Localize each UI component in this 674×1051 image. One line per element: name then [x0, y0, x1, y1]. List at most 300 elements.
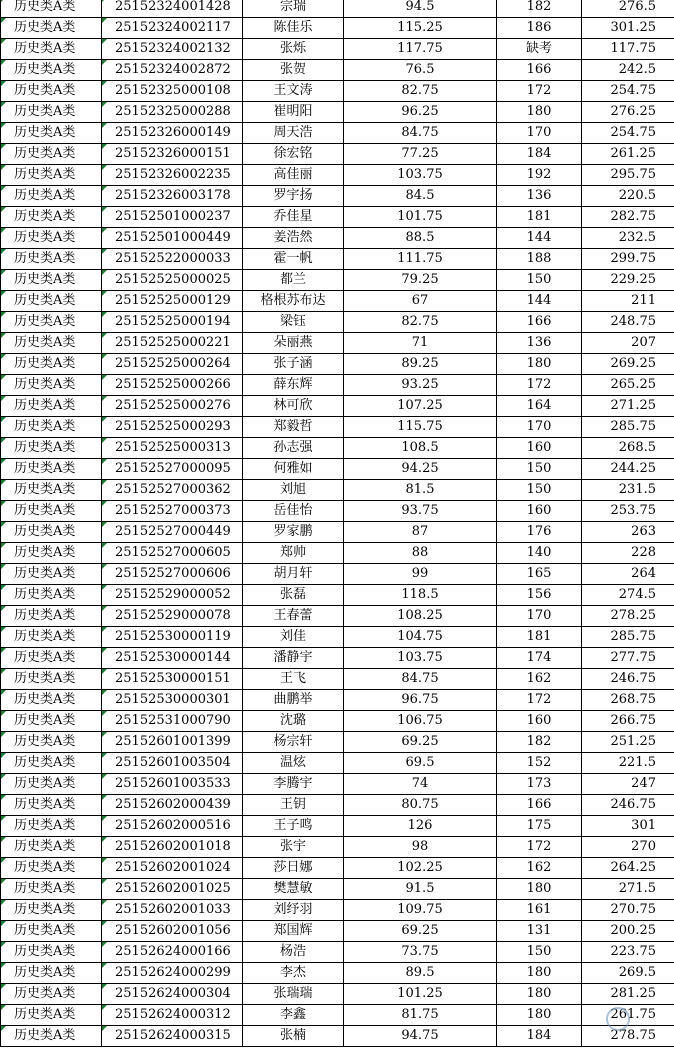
category-cell[interactable]: 历史类A类: [1, 543, 102, 564]
name-cell[interactable]: 杨宗轩: [243, 732, 344, 753]
category-cell[interactable]: 历史类A类: [1, 144, 102, 165]
name-cell[interactable]: 温炫: [243, 753, 344, 774]
name-cell[interactable]: 梁钰: [243, 312, 344, 333]
score-cell[interactable]: 67: [344, 291, 497, 312]
skill-score-cell[interactable]: 152: [497, 753, 582, 774]
category-cell[interactable]: 历史类A类: [1, 837, 102, 858]
score-cell[interactable]: 126: [344, 816, 497, 837]
score-cell[interactable]: 74: [344, 774, 497, 795]
total-cell[interactable]: 248.75: [582, 312, 674, 333]
score-cell[interactable]: 108.5: [344, 438, 497, 459]
name-cell[interactable]: 岳佳怡: [243, 501, 344, 522]
total-cell[interactable]: 264: [582, 564, 674, 585]
skill-score-cell[interactable]: 162: [497, 858, 582, 879]
skill-score-cell[interactable]: 180: [497, 963, 582, 984]
total-cell[interactable]: 244.25: [582, 459, 674, 480]
skill-score-cell[interactable]: 131: [497, 921, 582, 942]
exam-id-cell[interactable]: 25152326003178: [102, 186, 243, 207]
name-cell[interactable]: 杨浩: [243, 942, 344, 963]
exam-id-cell[interactable]: 25152601001399: [102, 732, 243, 753]
score-cell[interactable]: 108.25: [344, 606, 497, 627]
category-cell[interactable]: 历史类A类: [1, 291, 102, 312]
skill-score-cell[interactable]: 184: [497, 144, 582, 165]
category-cell[interactable]: 历史类A类: [1, 333, 102, 354]
category-cell[interactable]: 历史类A类: [1, 648, 102, 669]
category-cell[interactable]: 历史类A类: [1, 879, 102, 900]
skill-score-cell[interactable]: 181: [497, 207, 582, 228]
score-cell[interactable]: 84.75: [344, 669, 497, 690]
skill-score-cell[interactable]: 172: [497, 690, 582, 711]
name-cell[interactable]: 高佳丽: [243, 165, 344, 186]
score-cell[interactable]: 103.75: [344, 165, 497, 186]
score-cell[interactable]: 89.25: [344, 354, 497, 375]
score-cell[interactable]: 96.75: [344, 690, 497, 711]
category-cell[interactable]: 历史类A类: [1, 1005, 102, 1026]
category-cell[interactable]: 历史类A类: [1, 627, 102, 648]
exam-id-cell[interactable]: 25152525000025: [102, 270, 243, 291]
skill-score-cell[interactable]: 164: [497, 396, 582, 417]
exam-id-cell[interactable]: 25152324002132: [102, 39, 243, 60]
category-cell[interactable]: 历史类A类: [1, 984, 102, 1005]
exam-id-cell[interactable]: 25152530000301: [102, 690, 243, 711]
score-cell[interactable]: 101.75: [344, 207, 497, 228]
exam-id-cell[interactable]: 25152325000288: [102, 102, 243, 123]
score-cell[interactable]: 76.5: [344, 60, 497, 81]
total-cell[interactable]: 232.5: [582, 228, 674, 249]
skill-score-cell[interactable]: 182: [497, 732, 582, 753]
skill-score-cell[interactable]: 172: [497, 837, 582, 858]
name-cell[interactable]: 罗宇扬: [243, 186, 344, 207]
total-cell[interactable]: 271.25: [582, 396, 674, 417]
name-cell[interactable]: 罗家鹏: [243, 522, 344, 543]
total-cell[interactable]: 223.75: [582, 942, 674, 963]
score-cell[interactable]: 104.75: [344, 627, 497, 648]
name-cell[interactable]: 张贺: [243, 60, 344, 81]
exam-id-cell[interactable]: 25152525000313: [102, 438, 243, 459]
skill-score-cell[interactable]: 166: [497, 795, 582, 816]
total-cell[interactable]: 254.75: [582, 81, 674, 102]
exam-id-cell[interactable]: 25152522000033: [102, 249, 243, 270]
name-cell[interactable]: 霍一帆: [243, 249, 344, 270]
category-cell[interactable]: 历史类A类: [1, 606, 102, 627]
category-cell[interactable]: 历史类A类: [1, 858, 102, 879]
name-cell[interactable]: 王春蕾: [243, 606, 344, 627]
exam-id-cell[interactable]: 25152527000373: [102, 501, 243, 522]
category-cell[interactable]: 历史类A类: [1, 942, 102, 963]
name-cell[interactable]: 李鑫: [243, 1005, 344, 1026]
score-cell[interactable]: 102.25: [344, 858, 497, 879]
score-cell[interactable]: 82.75: [344, 312, 497, 333]
name-cell[interactable]: 都兰: [243, 270, 344, 291]
total-cell[interactable]: 117.75: [582, 39, 674, 60]
skill-score-cell[interactable]: 186: [497, 18, 582, 39]
total-cell[interactable]: 299.75: [582, 249, 674, 270]
name-cell[interactable]: 刘佳: [243, 627, 344, 648]
skill-score-cell[interactable]: 161: [497, 900, 582, 921]
skill-score-cell[interactable]: 175: [497, 816, 582, 837]
category-cell[interactable]: 历史类A类: [1, 270, 102, 291]
score-cell[interactable]: 73.75: [344, 942, 497, 963]
total-cell[interactable]: 268.5: [582, 438, 674, 459]
score-cell[interactable]: 118.5: [344, 585, 497, 606]
name-cell[interactable]: 张瑞瑞: [243, 984, 344, 1005]
name-cell[interactable]: 莎日娜: [243, 858, 344, 879]
skill-score-cell[interactable]: 180: [497, 879, 582, 900]
skill-score-cell[interactable]: 156: [497, 585, 582, 606]
score-cell[interactable]: 115.75: [344, 417, 497, 438]
score-cell[interactable]: 91.5: [344, 879, 497, 900]
name-cell[interactable]: 张宇: [243, 837, 344, 858]
score-cell[interactable]: 117.75: [344, 39, 497, 60]
exam-id-cell[interactable]: 25152530000119: [102, 627, 243, 648]
category-cell[interactable]: 历史类A类: [1, 963, 102, 984]
total-cell[interactable]: 207: [582, 333, 674, 354]
total-cell[interactable]: 264.25: [582, 858, 674, 879]
skill-score-cell[interactable]: 150: [497, 480, 582, 501]
score-cell[interactable]: 69.25: [344, 732, 497, 753]
score-cell[interactable]: 94.5: [344, 0, 497, 18]
category-cell[interactable]: 历史类A类: [1, 165, 102, 186]
skill-score-cell[interactable]: 165: [497, 564, 582, 585]
score-cell[interactable]: 99: [344, 564, 497, 585]
name-cell[interactable]: 格根苏布达: [243, 291, 344, 312]
score-cell[interactable]: 87: [344, 522, 497, 543]
skill-score-cell[interactable]: 170: [497, 417, 582, 438]
name-cell[interactable]: 沈璐: [243, 711, 344, 732]
total-cell[interactable]: 246.75: [582, 669, 674, 690]
total-cell[interactable]: 301.25: [582, 18, 674, 39]
total-cell[interactable]: 242.5: [582, 60, 674, 81]
category-cell[interactable]: 历史类A类: [1, 564, 102, 585]
score-cell[interactable]: 94.25: [344, 459, 497, 480]
total-cell[interactable]: 276.25: [582, 102, 674, 123]
category-cell[interactable]: 历史类A类: [1, 501, 102, 522]
exam-id-cell[interactable]: 25152527000362: [102, 480, 243, 501]
category-cell[interactable]: 历史类A类: [1, 711, 102, 732]
score-cell[interactable]: 107.25: [344, 396, 497, 417]
category-cell[interactable]: 历史类A类: [1, 396, 102, 417]
category-cell[interactable]: 历史类A类: [1, 1026, 102, 1047]
skill-score-cell[interactable]: 150: [497, 942, 582, 963]
skill-score-cell[interactable]: 144: [497, 228, 582, 249]
exam-id-cell[interactable]: 25152525000266: [102, 375, 243, 396]
total-cell[interactable]: 269.25: [582, 354, 674, 375]
name-cell[interactable]: 何雅如: [243, 459, 344, 480]
category-cell[interactable]: 历史类A类: [1, 522, 102, 543]
exam-id-cell[interactable]: 25152525000129: [102, 291, 243, 312]
skill-score-cell[interactable]: 166: [497, 60, 582, 81]
name-cell[interactable]: 胡月轩: [243, 564, 344, 585]
name-cell[interactable]: 崔明阳: [243, 102, 344, 123]
skill-score-cell[interactable]: 172: [497, 375, 582, 396]
category-cell[interactable]: 历史类A类: [1, 753, 102, 774]
score-cell[interactable]: 88: [344, 543, 497, 564]
exam-id-cell[interactable]: 25152602001025: [102, 879, 243, 900]
category-cell[interactable]: 历史类A类: [1, 585, 102, 606]
skill-score-cell[interactable]: 180: [497, 1005, 582, 1026]
exam-id-cell[interactable]: 25152602001033: [102, 900, 243, 921]
score-cell[interactable]: 84.5: [344, 186, 497, 207]
score-cell[interactable]: 94.75: [344, 1026, 497, 1047]
name-cell[interactable]: 曲鹏举: [243, 690, 344, 711]
total-cell[interactable]: 278.25: [582, 606, 674, 627]
category-cell[interactable]: 历史类A类: [1, 774, 102, 795]
total-cell[interactable]: 263: [582, 522, 674, 543]
skill-score-cell[interactable]: 173: [497, 774, 582, 795]
total-cell[interactable]: 274.5: [582, 585, 674, 606]
category-cell[interactable]: 历史类A类: [1, 417, 102, 438]
skill-score-cell[interactable]: 180: [497, 354, 582, 375]
score-cell[interactable]: 84.75: [344, 123, 497, 144]
skill-score-cell[interactable]: 140: [497, 543, 582, 564]
skill-score-cell[interactable]: 166: [497, 312, 582, 333]
exam-id-cell[interactable]: 25152326000151: [102, 144, 243, 165]
total-cell[interactable]: 228: [582, 543, 674, 564]
score-cell[interactable]: 69.25: [344, 921, 497, 942]
total-cell[interactable]: 247: [582, 774, 674, 795]
exam-id-cell[interactable]: 25152624000304: [102, 984, 243, 1005]
category-cell[interactable]: 历史类A类: [1, 354, 102, 375]
total-cell[interactable]: 278.75: [582, 1026, 674, 1047]
total-cell[interactable]: 231.5: [582, 480, 674, 501]
name-cell[interactable]: 刘纾羽: [243, 900, 344, 921]
skill-score-cell[interactable]: 188: [497, 249, 582, 270]
exam-id-cell[interactable]: 25152527000606: [102, 564, 243, 585]
skill-score-cell[interactable]: 174: [497, 648, 582, 669]
total-cell[interactable]: 301: [582, 816, 674, 837]
name-cell[interactable]: 朵丽燕: [243, 333, 344, 354]
score-cell[interactable]: 98: [344, 837, 497, 858]
name-cell[interactable]: 郑帅: [243, 543, 344, 564]
exam-id-cell[interactable]: 25152624000166: [102, 942, 243, 963]
total-cell[interactable]: 295.75: [582, 165, 674, 186]
skill-score-cell[interactable]: 170: [497, 123, 582, 144]
exam-id-cell[interactable]: 25152324002872: [102, 60, 243, 81]
score-cell[interactable]: 93.25: [344, 375, 497, 396]
skill-score-cell[interactable]: 170: [497, 606, 582, 627]
category-cell[interactable]: 历史类A类: [1, 39, 102, 60]
exam-id-cell[interactable]: 25152325000108: [102, 81, 243, 102]
total-cell[interactable]: 254.75: [582, 123, 674, 144]
skill-score-cell[interactable]: 160: [497, 501, 582, 522]
category-cell[interactable]: 历史类A类: [1, 312, 102, 333]
exam-id-cell[interactable]: 25152525000293: [102, 417, 243, 438]
name-cell[interactable]: 潘静宇: [243, 648, 344, 669]
name-cell[interactable]: 孙志强: [243, 438, 344, 459]
name-cell[interactable]: 王钥: [243, 795, 344, 816]
total-cell[interactable]: 277.75: [582, 648, 674, 669]
name-cell[interactable]: 张磊: [243, 585, 344, 606]
exam-id-cell[interactable]: 25152326002235: [102, 165, 243, 186]
score-cell[interactable]: 79.25: [344, 270, 497, 291]
skill-score-cell[interactable]: 136: [497, 186, 582, 207]
skill-score-cell[interactable]: 144: [497, 291, 582, 312]
total-cell[interactable]: 220.5: [582, 186, 674, 207]
exam-id-cell[interactable]: 25152324001428: [102, 0, 243, 18]
exam-id-cell[interactable]: 25152501000449: [102, 228, 243, 249]
name-cell[interactable]: 陈佳乐: [243, 18, 344, 39]
skill-score-cell[interactable]: 160: [497, 711, 582, 732]
category-cell[interactable]: 历史类A类: [1, 795, 102, 816]
category-cell[interactable]: 历史类A类: [1, 18, 102, 39]
exam-id-cell[interactable]: 25152602000516: [102, 816, 243, 837]
total-cell[interactable]: 265.25: [582, 375, 674, 396]
name-cell[interactable]: 樊慧敏: [243, 879, 344, 900]
name-cell[interactable]: 乔佳星: [243, 207, 344, 228]
name-cell[interactable]: 王飞: [243, 669, 344, 690]
exam-id-cell[interactable]: 25152525000276: [102, 396, 243, 417]
category-cell[interactable]: 历史类A类: [1, 732, 102, 753]
name-cell[interactable]: 周天浩: [243, 123, 344, 144]
name-cell[interactable]: 李腾宇: [243, 774, 344, 795]
total-cell[interactable]: 211: [582, 291, 674, 312]
exam-id-cell[interactable]: 25152525000194: [102, 312, 243, 333]
name-cell[interactable]: 林可欣: [243, 396, 344, 417]
skill-score-cell[interactable]: 150: [497, 270, 582, 291]
skill-score-cell[interactable]: 180: [497, 102, 582, 123]
name-cell[interactable]: 张子涵: [243, 354, 344, 375]
exam-id-cell[interactable]: 25152624000312: [102, 1005, 243, 1026]
score-cell[interactable]: 69.5: [344, 753, 497, 774]
exam-id-cell[interactable]: 25152326000149: [102, 123, 243, 144]
exam-id-cell[interactable]: 25152602001024: [102, 858, 243, 879]
total-cell[interactable]: 270: [582, 837, 674, 858]
score-cell[interactable]: 81.5: [344, 480, 497, 501]
total-cell[interactable]: 285.75: [582, 627, 674, 648]
score-cell[interactable]: 80.75: [344, 795, 497, 816]
total-cell[interactable]: 246.75: [582, 795, 674, 816]
total-cell[interactable]: 270.75: [582, 900, 674, 921]
name-cell[interactable]: 郑毅哲: [243, 417, 344, 438]
category-cell[interactable]: 历史类A类: [1, 186, 102, 207]
total-cell[interactable]: 271.5: [582, 879, 674, 900]
skill-score-cell[interactable]: 172: [497, 81, 582, 102]
category-cell[interactable]: 历史类A类: [1, 249, 102, 270]
category-cell[interactable]: 历史类A类: [1, 375, 102, 396]
score-cell[interactable]: 82.75: [344, 81, 497, 102]
exam-id-cell[interactable]: 25152529000078: [102, 606, 243, 627]
exam-id-cell[interactable]: 25152525000221: [102, 333, 243, 354]
exam-id-cell[interactable]: 25152530000144: [102, 648, 243, 669]
total-cell[interactable]: 229.25: [582, 270, 674, 291]
skill-score-cell[interactable]: 180: [497, 984, 582, 1005]
category-cell[interactable]: 历史类A类: [1, 81, 102, 102]
category-cell[interactable]: 历史类A类: [1, 459, 102, 480]
category-cell[interactable]: 历史类A类: [1, 102, 102, 123]
total-cell[interactable]: 261.25: [582, 144, 674, 165]
skill-score-cell[interactable]: 184: [497, 1026, 582, 1047]
exam-id-cell[interactable]: 25152602001018: [102, 837, 243, 858]
category-cell[interactable]: 历史类A类: [1, 690, 102, 711]
name-cell[interactable]: 薛东辉: [243, 375, 344, 396]
category-cell[interactable]: 历史类A类: [1, 900, 102, 921]
score-cell[interactable]: 96.25: [344, 102, 497, 123]
exam-id-cell[interactable]: 25152501000237: [102, 207, 243, 228]
category-cell[interactable]: 历史类A类: [1, 816, 102, 837]
exam-id-cell[interactable]: 25152324002117: [102, 18, 243, 39]
name-cell[interactable]: 宗瑞: [243, 0, 344, 18]
score-cell[interactable]: 115.25: [344, 18, 497, 39]
exam-id-cell[interactable]: 25152527000095: [102, 459, 243, 480]
name-cell[interactable]: 张楠: [243, 1026, 344, 1047]
name-cell[interactable]: 徐宏铭: [243, 144, 344, 165]
total-cell[interactable]: 285.75: [582, 417, 674, 438]
exam-id-cell[interactable]: 25152602000439: [102, 795, 243, 816]
category-cell[interactable]: 历史类A类: [1, 480, 102, 501]
category-cell[interactable]: 历史类A类: [1, 228, 102, 249]
exam-id-cell[interactable]: 25152527000605: [102, 543, 243, 564]
score-cell[interactable]: 93.75: [344, 501, 497, 522]
name-cell[interactable]: 张烁: [243, 39, 344, 60]
total-cell[interactable]: 200.25: [582, 921, 674, 942]
skill-score-cell[interactable]: 160: [497, 438, 582, 459]
category-cell[interactable]: 历史类A类: [1, 438, 102, 459]
total-cell[interactable]: 266.75: [582, 711, 674, 732]
score-cell[interactable]: 81.75: [344, 1005, 497, 1026]
category-cell[interactable]: 历史类A类: [1, 123, 102, 144]
total-cell[interactable]: 261.75: [582, 1005, 674, 1026]
category-cell[interactable]: 历史类A类: [1, 0, 102, 18]
skill-score-cell[interactable]: 176: [497, 522, 582, 543]
score-cell[interactable]: 109.75: [344, 900, 497, 921]
exam-id-cell[interactable]: 25152531000790: [102, 711, 243, 732]
score-cell[interactable]: 71: [344, 333, 497, 354]
skill-score-cell[interactable]: 162: [497, 669, 582, 690]
exam-id-cell[interactable]: 25152529000052: [102, 585, 243, 606]
total-cell[interactable]: 281.25: [582, 984, 674, 1005]
exam-id-cell[interactable]: 25152525000264: [102, 354, 243, 375]
exam-id-cell[interactable]: 25152601003504: [102, 753, 243, 774]
skill-score-cell[interactable]: 192: [497, 165, 582, 186]
exam-id-cell[interactable]: 25152624000315: [102, 1026, 243, 1047]
total-cell[interactable]: 221.5: [582, 753, 674, 774]
category-cell[interactable]: 历史类A类: [1, 669, 102, 690]
total-cell[interactable]: 269.5: [582, 963, 674, 984]
category-cell[interactable]: 历史类A类: [1, 921, 102, 942]
skill-score-cell[interactable]: 181: [497, 627, 582, 648]
exam-id-cell[interactable]: 25152624000299: [102, 963, 243, 984]
name-cell[interactable]: 王子鸣: [243, 816, 344, 837]
category-cell[interactable]: 历史类A类: [1, 207, 102, 228]
score-cell[interactable]: 77.25: [344, 144, 497, 165]
name-cell[interactable]: 郑国辉: [243, 921, 344, 942]
exam-id-cell[interactable]: 25152527000449: [102, 522, 243, 543]
score-cell[interactable]: 88.5: [344, 228, 497, 249]
category-cell[interactable]: 历史类A类: [1, 60, 102, 81]
exam-id-cell[interactable]: 25152601003533: [102, 774, 243, 795]
skill-score-cell[interactable]: 182: [497, 0, 582, 18]
total-cell[interactable]: 253.75: [582, 501, 674, 522]
name-cell[interactable]: 姜浩然: [243, 228, 344, 249]
total-cell[interactable]: 268.75: [582, 690, 674, 711]
score-cell[interactable]: 89.5: [344, 963, 497, 984]
score-cell[interactable]: 101.25: [344, 984, 497, 1005]
score-cell[interactable]: 106.75: [344, 711, 497, 732]
exam-id-cell[interactable]: 25152530000151: [102, 669, 243, 690]
score-cell[interactable]: 111.75: [344, 249, 497, 270]
skill-score-cell[interactable]: 136: [497, 333, 582, 354]
score-cell[interactable]: 103.75: [344, 648, 497, 669]
skill-score-cell[interactable]: 150: [497, 459, 582, 480]
total-cell[interactable]: 276.5: [582, 0, 674, 18]
total-cell[interactable]: 282.75: [582, 207, 674, 228]
name-cell[interactable]: 刘旭: [243, 480, 344, 501]
name-cell[interactable]: 李杰: [243, 963, 344, 984]
total-cell[interactable]: 251.25: [582, 732, 674, 753]
skill-score-cell[interactable]: 缺考: [497, 39, 582, 60]
name-cell[interactable]: 王文涛: [243, 81, 344, 102]
exam-id-cell[interactable]: 25152602001056: [102, 921, 243, 942]
